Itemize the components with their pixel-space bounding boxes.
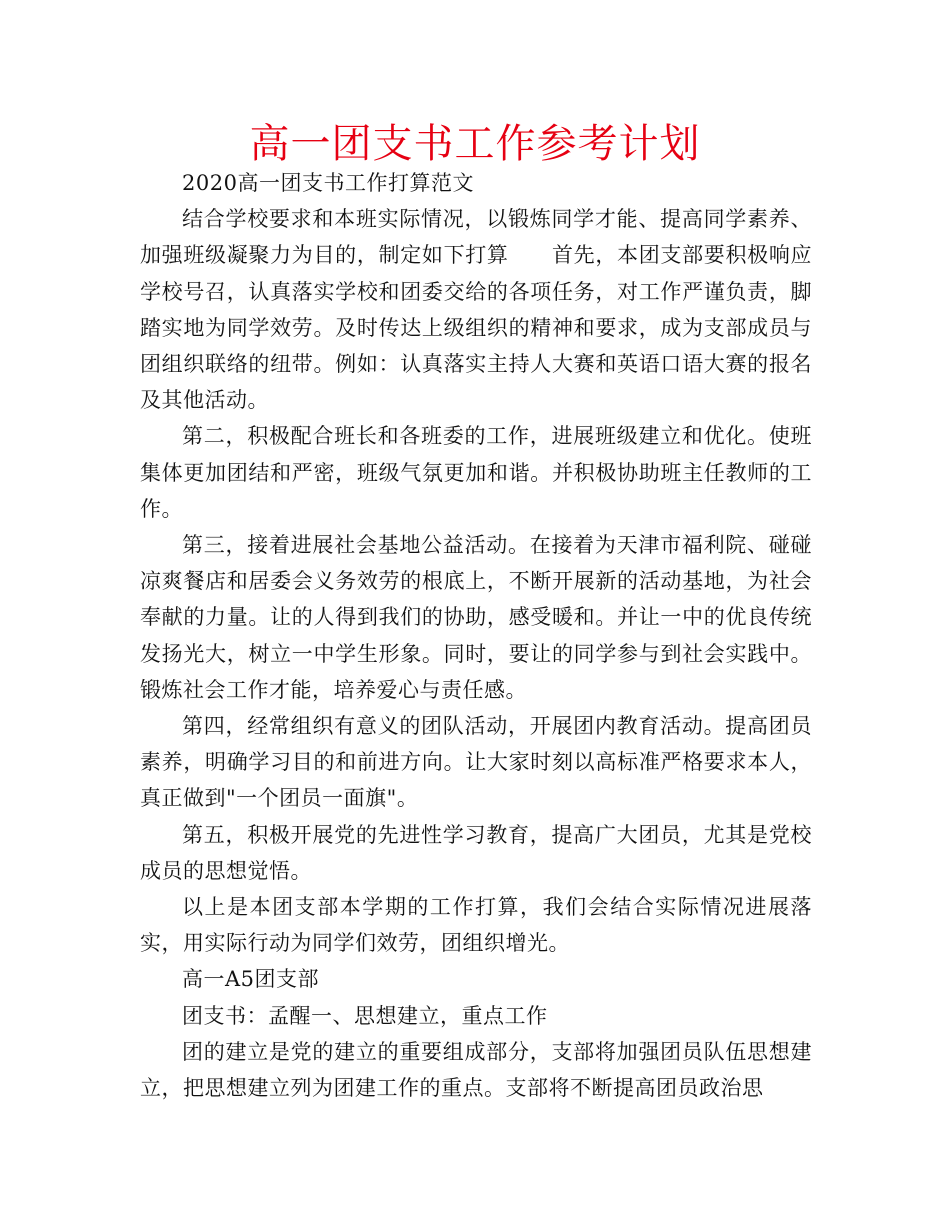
document-title: 高一团支书工作参考计划	[249, 121, 701, 167]
intro-line: 2020高一团支书工作打算范文	[182, 171, 474, 195]
paragraph-summary: 以上是本团支部本学期的工作打算，我们会结合实际情况进展落实，用实际行动为同学们效劳，团组织增光。	[140, 895, 812, 956]
paragraph-fourth: 第四，经常组织有意义的团队活动，开展团内教育活动。提高团员素养，明确学习目的和前进方向。让大家时刻以高标准严格要求本人，真正做到"一个团员一面旗"。	[140, 714, 812, 811]
paragraph-third: 第三，接着进展社会基地公益活动。在接着为天津市福利院、碰碰凉爽餐店和居委会义务效劳的根底上，不断开展新的活动基地，为社会奉献的力量。让的人得到我们的协助，感受暖和。并让一中的优良传统发扬光大，树立一中学生形象。同时，要让的同学参与到社会实践中。锻炼社会工作才能，培养爱心与责任感。	[140, 533, 812, 702]
paragraph-first: 结合学校要求和本班实际情况，以锻炼同学才能、提高同学素养、加强班级凝聚力为目的，制定如下打算 首先，本团支部要积极响应学校号召，认真落实学校和团委交给的各项任务，对工作严谨负责，脚踏实地为同学效劳。及时传达上级组织的精神和要求，成为支部成员与团组织联络的纽带。例如：认真落实主持人大赛和英语口语大赛的报名及其他活动。	[140, 207, 812, 413]
signature-branch: 高一A5团支部	[182, 967, 320, 992]
paragraph-second: 第二，积极配合班长和各班委的工作，进展班级建立和优化。使班集体更加团结和严密，班级气氛更加和谐。并积极协助班主任教师的工作。	[140, 424, 812, 521]
signature-secretary: 团支书：孟醒一、思想建立，重点工作	[182, 1003, 548, 1028]
document-body	[140, 165, 812, 1106]
paragraph-continued: 团的建立是党的建立的重要组成部分，支部将加强团员队伍思想建立，把思想建立列为团建工作的重点。支部将不断提高团员政治思	[140, 1039, 812, 1101]
paragraph-fifth: 第五，积极开展党的先进性学习教育，提高广大团员，尤其是党校成员的思想觉悟。	[140, 822, 812, 883]
